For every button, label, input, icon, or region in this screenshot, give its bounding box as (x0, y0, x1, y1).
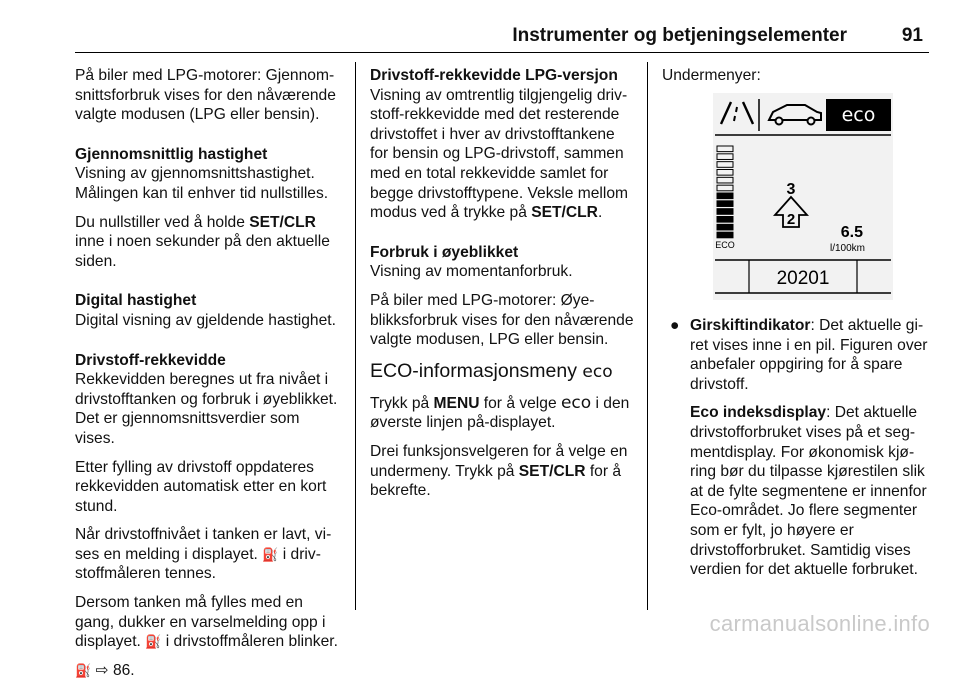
eco-segment-empty (717, 162, 733, 168)
column-divider-1 (355, 62, 356, 610)
eco-segment-empty (717, 177, 733, 183)
paragraph-instant-2: På biler med LPG-motorer: Øyeblikksforbruk vises for den nåværende valgte modusen, LPG eller bensin. (370, 291, 634, 349)
eco-label: ECO (715, 240, 735, 250)
heading-lpg-range: Drivstoff-rekkevidde LPG-versjon (370, 67, 618, 84)
page-header (75, 26, 927, 48)
eco-segment-filled (717, 209, 733, 215)
text: Trykk på (370, 394, 434, 412)
text: : Det aktuelle drivstofforbruket vises på et segmentdisplay. For økonomisk kjøring bør du tilpasse kjørestilen slik at de fylte segmentene er innenfor Eco-området. Jo flere segmenter som er fylt, jo høyere er drivstofforbruket. Samtidig vises verdien for det aktuelle forbruket. (690, 404, 927, 579)
heading-instant-consumption: Forbruk i øyeblikket (370, 243, 519, 261)
paragraph-average-speed: Visning av gjennomsnittshastighet. Målingen kan til enhver tid nullstilles. (75, 165, 329, 202)
set-clr-key: SET/CLR (249, 213, 316, 231)
bullet-list (662, 316, 932, 589)
eco-symbol: eco (582, 361, 613, 382)
column-2 (370, 66, 634, 510)
set-clr-key: SET/CLR (518, 462, 586, 480)
heading-eco-menu (370, 359, 634, 384)
paragraph-digital-speed: Digital visning av gjeldende hastighet. (75, 311, 336, 329)
text: . (597, 204, 603, 222)
gear-current-number: 2 (786, 211, 796, 228)
text: i drivstoffmåleren blinker. (161, 633, 338, 651)
column-divider-2 (647, 62, 648, 610)
heading-digital-speed: Digital hastighet (75, 292, 197, 310)
odometer-value: 20201 (776, 268, 830, 289)
heading-average-speed: Gjennomsnittlig hastighet (75, 145, 268, 163)
text: Dersom tanken må fylles med en gang, dukker en varselmelding opp i displayet. (75, 594, 326, 651)
list-item-eco-index (662, 403, 932, 579)
cross-reference[interactable] (75, 661, 343, 681)
eco-segment-empty (717, 146, 733, 152)
paragraph-eco-1 (370, 394, 634, 433)
column-1 (75, 66, 343, 689)
tab-eco-label: eco (841, 104, 876, 126)
submenus-label: Undermenyer: (662, 67, 761, 84)
eco-index-term: Eco indeksdisplay (690, 404, 827, 422)
gearshift-indicator-term: Girskiftindikator (690, 317, 811, 334)
page-number: 91 (901, 25, 923, 46)
eco-segment-filled (717, 193, 733, 199)
consumption-value: 6.5 (840, 224, 863, 241)
paragraph-instant-1: Visning av momentanforbruk. (370, 263, 573, 281)
text: Du nullstiller ved å holde (75, 213, 250, 231)
heading-fuel-range: Drivstoff-rekkevidde (75, 351, 226, 369)
watermark: carmanualsonline.info (709, 611, 930, 637)
paragraph-lpg-average: På biler med LPG-motorer: Gjennomsnittsforbruk vises for den nåværende valgte modusen (LPG eller bensin). (75, 67, 336, 124)
paragraph-eco-2 (370, 442, 634, 501)
menu-key: MENU (433, 394, 480, 412)
page-title: Instrumenter og betjeningselementer (512, 25, 847, 46)
set-clr-key: SET/CLR (531, 204, 598, 222)
eco-segment-filled (717, 232, 733, 238)
text: for å bekrefte. (370, 462, 622, 500)
paragraph-range-2: Etter fylling av drivstoff oppdateres rekkevidden automatisk etter en kort stund. (75, 458, 327, 515)
eco-symbol: eco (560, 392, 592, 413)
text: Visning av omtrentlig tilgjengelig drivstoff-rekkevidde med det resterende drivstoffet i hver av drivstofftankene for bensin og LPG-drivstoff, sammen med en total rekkevidde samlet for begge drivstofftypene. Veksle mellom modus ved å trykke på (370, 86, 629, 222)
column-3 (662, 66, 932, 95)
text: inne i noen sekunder på den aktuelle siden. (75, 233, 330, 270)
text: Når drivstoffnivået i tanken er lavt, vises en melding i displayet. (75, 526, 332, 563)
reference-page: 86. (108, 661, 135, 679)
text: for å velge (479, 394, 561, 412)
paragraph-range-4 (75, 593, 343, 652)
text: i drivstoffmåleren tennes. (75, 545, 321, 583)
reference-arrow-icon: ⇨ (95, 661, 109, 679)
paragraph-reset (75, 213, 343, 272)
paragraph-range-3 (75, 525, 343, 584)
eco-display-figure (713, 93, 893, 300)
bullet-icon: ● (670, 317, 680, 334)
eco-segment-filled (717, 217, 733, 223)
header-rule (75, 52, 929, 53)
text: Drei funksjonsvelgeren for å velge en undermeny. Trykk på (370, 442, 628, 480)
text: ECO-informasjonsmeny (370, 359, 583, 382)
eco-segment-empty (717, 154, 733, 160)
eco-segment-filled (717, 224, 733, 230)
fuel-pump-icon: ⛽ (262, 546, 279, 562)
paragraph-lpg-range (370, 86, 634, 223)
list-item-gearshift (662, 316, 932, 394)
fuel-pump-icon: ⛽ (75, 662, 92, 678)
eco-segment-filled (717, 201, 733, 207)
fuel-pump-icon: ⛽ (145, 634, 162, 650)
paragraph-range-1: Rekkevidden beregnes ut fra nivået i drivstofftanken og forbruk i øyeblikket. Det er gjennomsnittsverdier som vises. (75, 371, 338, 447)
eco-segment-empty (717, 185, 733, 191)
consumption-unit: l/100km (829, 243, 865, 254)
eco-segment-empty (717, 170, 733, 176)
text: i den øverste linjen på-displayet. (370, 394, 630, 432)
text: : Det aktuelle giret vises inne i en pil. Figuren over anbefaler oppgiring for å spare drivstoff. (690, 317, 928, 393)
gear-up-number: 3 (786, 181, 796, 198)
